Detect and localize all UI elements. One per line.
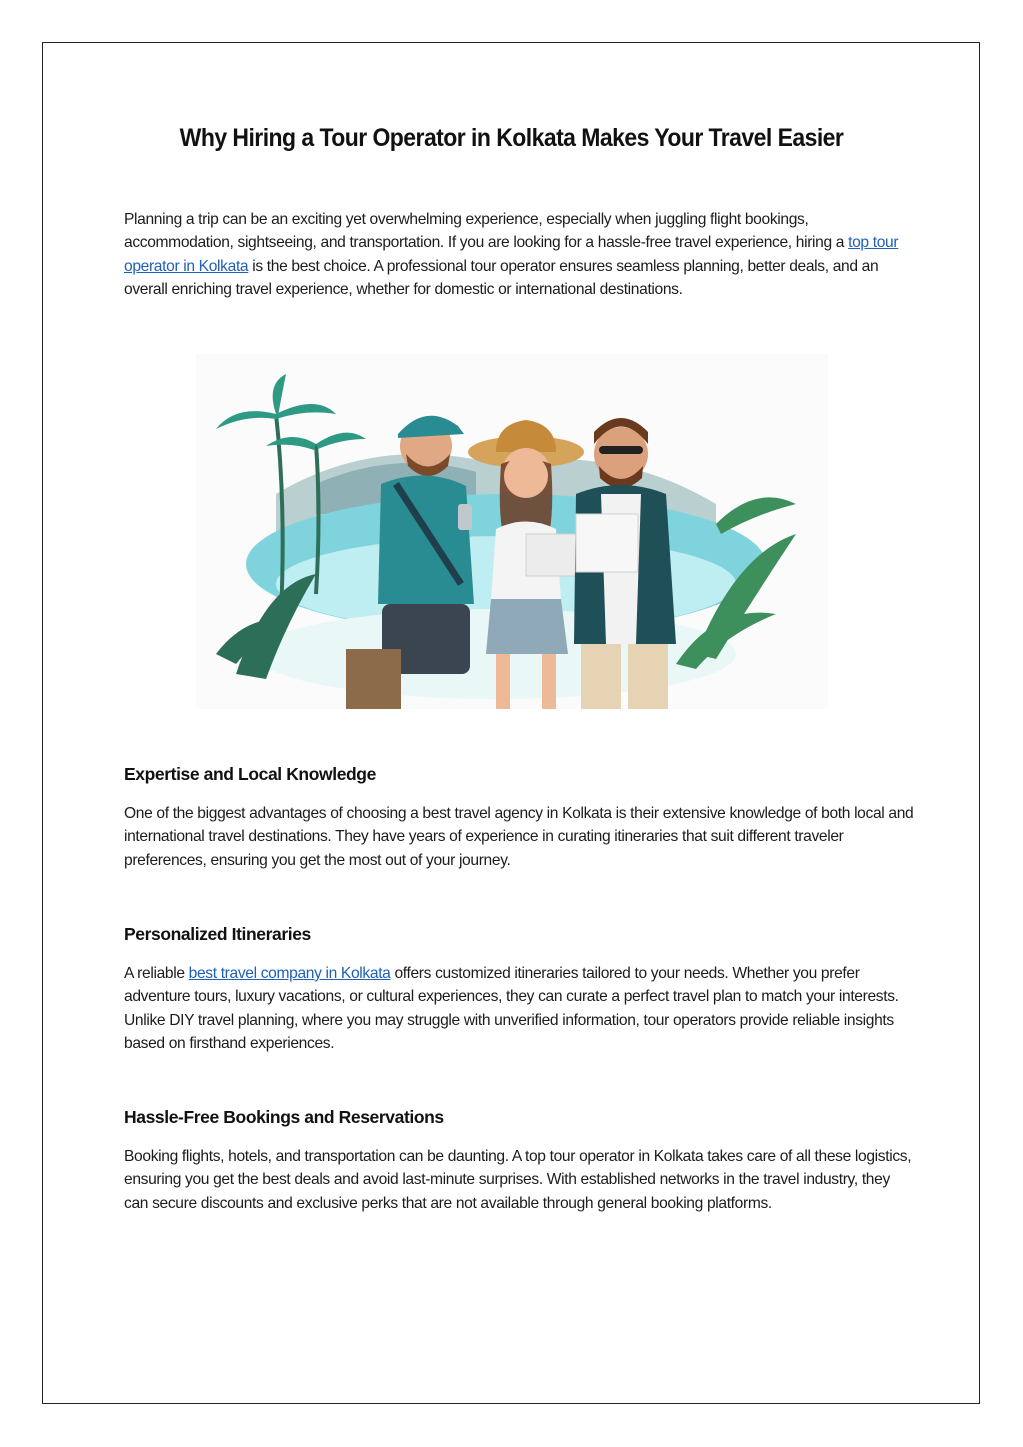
section-heading: Expertise and Local Knowledge [124, 764, 376, 784]
page-title: Why Hiring a Tour Operator in Kolkata Makes Your Travel Easier [179, 124, 844, 152]
intro-paragraph [124, 208, 914, 301]
section-text-before: A reliable [124, 965, 189, 982]
section-heading: Hassle-Free Bookings and Reservations [124, 1107, 444, 1127]
intro-text-after: is the best choice. A professional tour operator ensures seamless planning, better deals, and an overall enriching travel experience, whether for domestic or international destinations. [124, 257, 879, 298]
travel-company-link[interactable]: best travel company in Kolkata [188, 965, 391, 982]
section-paragraph: Booking flights, hotels, and transportation can be daunting. A top tour operator in Kolkata takes care of all these logistics, ensuring you get the best deals and avoid last-minute surprises. With established networks in the travel industry, they can secure discounts and exclusive perks that are not available through general booking platforms. [124, 1148, 912, 1212]
section-expertise [124, 764, 914, 872]
section-paragraph [124, 962, 914, 1055]
section-heading: Personalized Itineraries [124, 924, 311, 944]
intro-section [124, 208, 914, 301]
travelers-illustration-icon [196, 354, 828, 709]
section-personalized [124, 924, 914, 1055]
tour-operator-link[interactable]: top tour operator in Kolkata [124, 234, 899, 275]
section-paragraph: One of the biggest advantages of choosing a best travel agency in Kolkata is their extensive knowledge of both local and international travel destinations. They have years of experience in curating itineraries that suit different traveler preferences, ensuring you get the most out of your journey. [124, 805, 914, 869]
intro-text-before: Planning a trip can be an exciting yet overwhelming experience, especially when juggling flight bookings, accommodation, sightseeing, and transportation. If you are looking for a hassle-free travel experience, hiring a [124, 211, 849, 252]
section-text-after: offers customized itineraries tailored to your needs. Whether you prefer adventure tours, luxury vacations, or cultural experiences, they can curate a perfect travel plan to match your interests. Unlike DIY travel planning, where you may struggle with unverified information, tour operators provide reliable insights based on firsthand experiences. [124, 965, 899, 1052]
section-bookings [124, 1107, 914, 1215]
